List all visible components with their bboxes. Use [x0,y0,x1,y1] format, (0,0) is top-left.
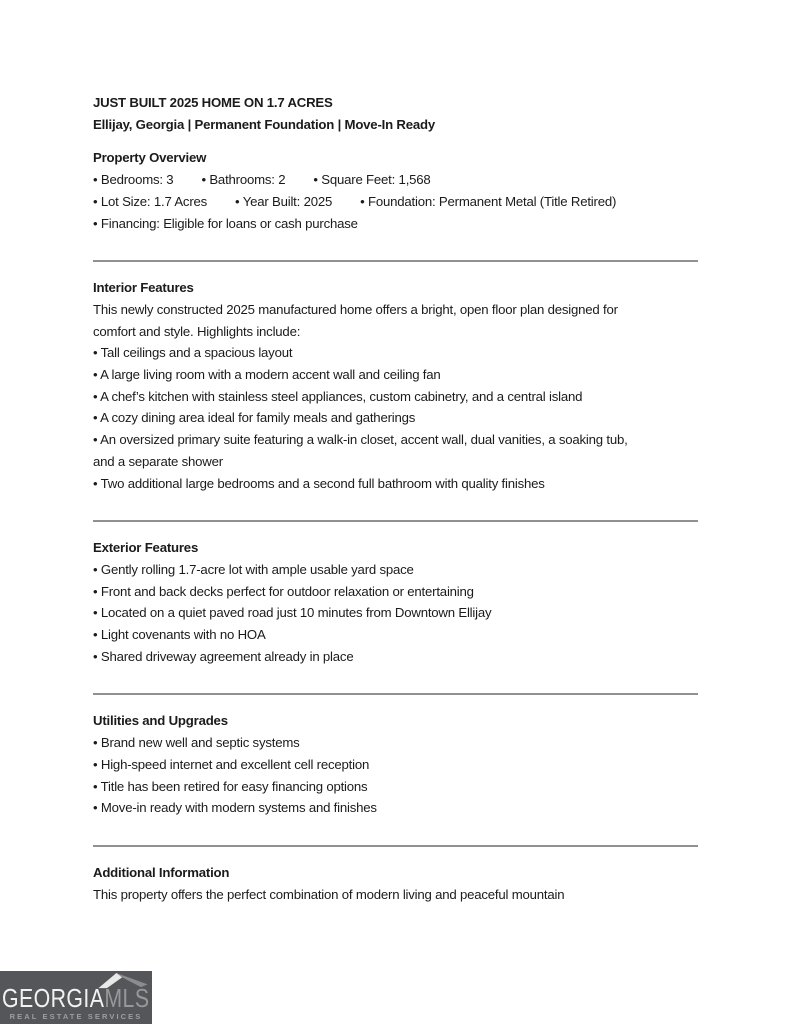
section-additional-information [93,845,698,905]
section-heading-utilities-and-upgrades: Utilities and Upgrades [93,713,228,729]
text-line: • Two additional large bedrooms and a second full bathroom with quality finishes [93,475,545,491]
section-heading-property-overview: Property Overview [93,150,207,166]
text-line: • A cozy dining area ideal for family meals and gatherings [93,410,416,426]
section-body [93,884,698,906]
overview-item: • Square Feet: 1,568 [313,172,431,188]
text-line: • Move-in ready with modern systems and finishes [93,800,377,816]
section-body [93,559,698,668]
section-body [93,299,698,494]
text-line: comfort and style. Highlights include: [93,323,301,339]
logo-text-georgia: GEORGIA [2,983,105,1013]
section-heading-additional-information: Additional Information [93,864,230,880]
section-body [93,732,698,819]
logo-tagline: REAL ESTATE SERVICES [9,1012,143,1021]
section-divider [93,520,698,522]
georgia-mls-logo [0,971,152,1024]
property-title: JUST BUILT 2025 HOME ON 1.7 ACRES [93,95,333,110]
text-line: • A chef’s kitchen with stainless steel appliances, custom cabinetry, and a central island [93,388,583,404]
text-line: • Shared driveway agreement already in place [93,648,354,664]
overview-item: • Lot Size: 1.7 Acres [93,193,208,209]
overview-item: • Bathrooms: 2 [201,172,286,188]
logo-text-mls: MLS [104,983,150,1013]
overview-item: • Bedrooms: 3 [93,172,174,188]
section-divider [93,260,698,262]
section-heading-interior-features: Interior Features [93,280,194,296]
property-subtitle: Ellijay, Georgia | Permanent Foundation | Move-In Ready [93,116,436,132]
text-line: This newly constructed 2025 manufactured home offers a bright, open floor plan designed for [93,301,618,317]
section-divider [93,693,698,695]
section-exterior-features [93,520,698,667]
text-line: • Gently rolling 1.7-acre lot with ample usable yard space [93,561,414,577]
text-line: This property offers the perfect combination of modern living and peaceful mountain [93,886,565,902]
overview-item: • Financing: Eligible for loans or cash purchase [93,215,358,231]
text-line: • Tall ceilings and a spacious layout [93,345,293,361]
overview-row [93,213,698,235]
text-line: and a separate shower [93,453,223,469]
text-line: • Title has been retired for easy financing options [93,778,368,794]
overview-row [93,191,698,213]
text-line: • Brand new well and septic systems [93,735,300,751]
text-line: • An oversized primary suite featuring a walk-in closet, accent wall, dual vanities, a soaking tub, [93,432,628,448]
text-line: • A large living room with a modern accent wall and ceiling fan [93,367,441,383]
text-line: • Front and back decks perfect for outdoor relaxation or entertaining [93,583,474,599]
overview-item: • Year Built: 2025 [235,193,333,209]
text-line: • High-speed internet and excellent cell reception [93,756,370,772]
overview-item: • Foundation: Permanent Metal (Title Retired) [360,193,617,209]
section-heading-exterior-features: Exterior Features [93,540,199,556]
section-divider [93,845,698,847]
section-utilities-and-upgrades [93,693,698,819]
overview-row [93,169,698,191]
text-line: • Light covenants with no HOA [93,627,266,643]
section-interior-features [93,260,698,494]
text-line: • Located on a quiet paved road just 10 minutes from Downtown Ellijay [93,605,492,621]
logo-wordmark [2,985,149,1011]
